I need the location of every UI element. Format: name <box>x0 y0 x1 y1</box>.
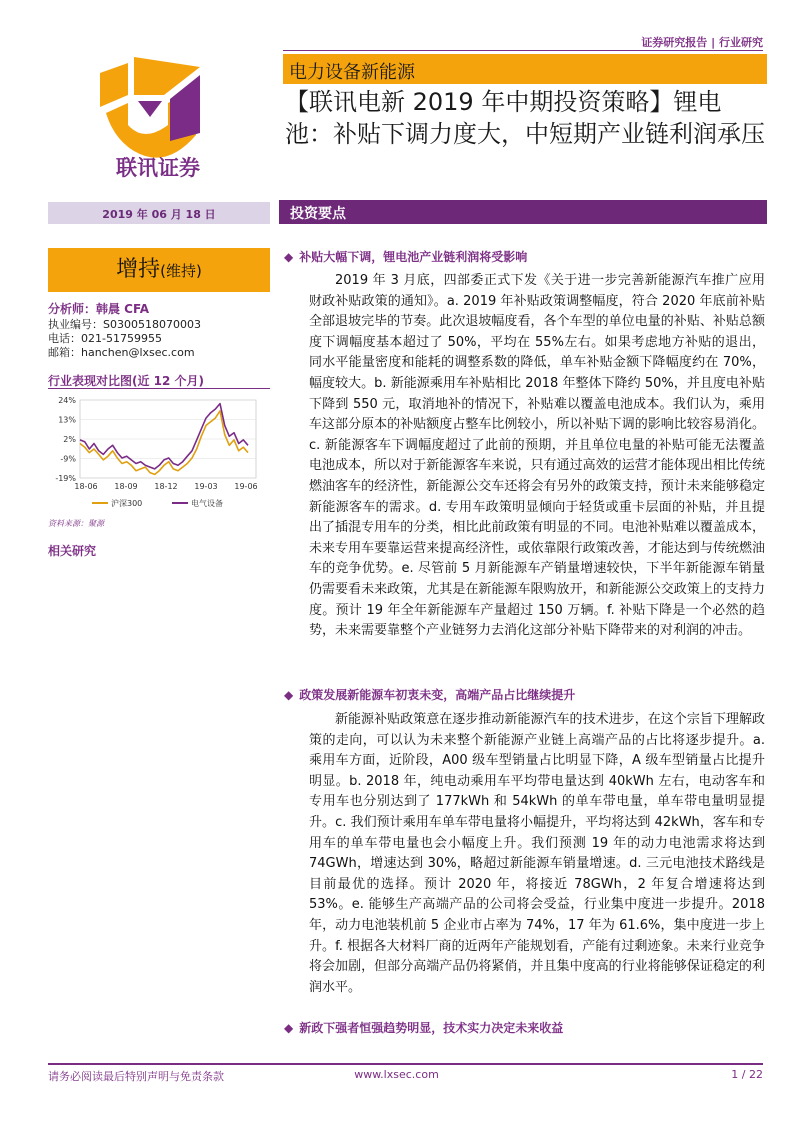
rating <box>48 252 270 283</box>
keypoints-heading: 投资要点 <box>290 206 346 222</box>
rating-value: 增持 <box>116 257 161 282</box>
phone-label: 电话： <box>48 332 81 345</box>
email-value: hanchen@lxsec.com <box>81 346 195 359</box>
disclaimer-link[interactable]: 请务必阅读最后特别声明与免责条款 <box>48 1070 224 1083</box>
section-3-heading <box>284 1019 563 1036</box>
cert-value: S0300518070003 <box>103 318 201 331</box>
sector-label: 电力设备新能源 <box>289 62 415 83</box>
rating-note: (维持) <box>160 262 202 280</box>
section-1-heading <box>284 248 527 265</box>
report-type: 证券研究报告 | 行业研究 <box>641 36 763 49</box>
y-tick-label: 2% <box>63 435 76 444</box>
legend-label: 电气设备 <box>191 499 223 508</box>
website-link[interactable]: www.lxsec.com <box>354 1068 439 1081</box>
section-1-title: 补贴大幅下调，锂电池产业链利润将受影响 <box>299 250 528 264</box>
diamond-bullet-icon: ◆ <box>284 250 294 264</box>
section-2-heading <box>284 686 575 703</box>
section-1-body <box>309 271 765 642</box>
x-tick-label: 18-12 <box>154 482 178 491</box>
x-tick-label: 18-09 <box>114 482 138 491</box>
performance-chart <box>48 392 270 514</box>
series-line <box>80 411 248 475</box>
y-tick-label: 13% <box>58 415 76 425</box>
email-label: 邮箱： <box>48 346 81 359</box>
company-logo <box>100 55 220 180</box>
x-tick-label: 19-06 <box>234 482 258 491</box>
related-research-heading: 相关研究 <box>48 544 97 558</box>
section-1-paragraph: 2019 年 3 月底，四部委正式下发《关于进一步完善新能源汽车推广应用财政补贴政策的通知》。a. 2019 年补贴政策调整幅度，符合 2020 年底前补贴全部退坡完毕的节奏。此次退坡幅度看，各个车型的单位电量的补贴、补贴总额度下调幅度基本超过了 50%，平均在 55%左右。如果考虑地方补贴的退出，同水平能量密度和能耗的调整系数的降低，单车补贴金额下降幅度约在 70%，幅度较大。b. 新能源乘用车补贴相比 2018 年整体下降约 50%，并且度电补贴下降到 550 元，取消地补的情况下，补贴难以覆盖电池成本。我们认为，乘用车这部分原本的补贴额度占整车比例较小，所以补贴下调的影响比较容易消化。c. 新能源客车下调幅度超过了此前的预期，并且单位电量的补贴可能无法覆盖电池成本，所以对于新能源客车来说，只有通过高效的运营才能体现出相比传统燃油客车的经济性，新能源公交车还将会有另外的政策支持，预计未来能够稳定新能源客车的需求。d. 专用车政策明显倾向于轻货或重卡层面的补贴，并且提出了插混专用车的分类，相比此前政策有明显的不同。电池补贴难以覆盖成本，未来专用车要靠运营来提高经济性，或依靠限行政策改善，才能达到与传统燃油车的竞争优势。e. 尽管前 5 月新能源车产销量增速较快，下半年新能源车销量仍需要看未来政策，尤其是在新能源车限购放开，和新能源公交政策上的支持力度。预计 19 年全年新能源车产量超过 150 万辆。f. 补贴下降是一个必然的趋势，未来需要靠整个产业链努力去消化这部分补贴下降带来的对利润的冲击。 <box>309 273 765 639</box>
logo-wordmark: 联讯证券 <box>116 156 200 180</box>
chart-title: 行业表现对比图(近 12 个月) <box>48 374 205 388</box>
keypoints-banner <box>279 200 767 224</box>
page-number: 1 / 22 <box>731 1068 763 1081</box>
footer-rule <box>48 1063 763 1065</box>
diamond-bullet-icon: ◆ <box>284 1021 294 1035</box>
header-rule <box>283 50 763 51</box>
y-tick-label: -9% <box>60 454 76 464</box>
y-tick-label: -19% <box>55 474 76 483</box>
section-2-paragraph: 新能源补贴政策意在逐步推动新能源汽车的技术进步，在这个宗旨下理解政策的走向，可以认为未来整个新能源产业链上高端产品的占比将逐步提升。a. 乘用车方面，近阶段，A00 级车型销量占比明显下降，A 级车型销量占比提升明显。b. 2018 年，纯电动乘用车平均带电量达到 40kWh 左右，电动客车和专用车也分别达到了 177kWh 和 54kWh 的单车带电量，单车带电量明显提升。c. 我们预计乘用车单车带电量将小幅提升，平均将达到 42kWh，客车和专用车的单车带电量也会小幅度上升。我们预测 19 年的动力电池需求将达到 74GWh，增速达到 30%，略超过新能源车销量增速。d. 三元电池技术路线是目前最优的选择。预计 2020 年，将接近 78GWh，2 年复合增速将达到 53%。e. 能够生产高端产品的公司将会受益，行业集中度进一步提升。2018 年，动力电池装机前 5 企业市占率为 74%，17 年为 61.6%，集中度进一步上升。f. 根据各大材料厂商的近两年产能规划看，产能有过剩迹象。未来行业竞争将会加剧，但部分高端产品仍将紧俏，并且集中度高的行业将能够保证稳定的利润水平。 <box>309 712 765 995</box>
report-date: 2019 年 06 月 18 日 <box>102 208 216 221</box>
phone-value: 021-51759955 <box>81 332 162 345</box>
x-tick-label: 19-03 <box>194 482 218 491</box>
legend-label: 沪深300 <box>111 499 143 508</box>
report-title: 【联讯电新 2019 年中期投资策略】锂电池：补贴下调力度大，中短期产业链利润承压 <box>285 88 765 148</box>
x-tick-label: 18-06 <box>74 482 98 491</box>
section-3-title: 新政下强者恒强趋势明显，技术实力决定未来收益 <box>299 1021 564 1035</box>
cert-label: 执业编号： <box>48 318 103 331</box>
chart-rule <box>48 388 270 389</box>
y-tick-label: 24% <box>58 396 76 405</box>
diamond-bullet-icon: ◆ <box>284 688 294 702</box>
chart-source: 资料来源：聚源 <box>48 519 104 528</box>
email <box>48 344 195 360</box>
section-2-title: 政策发展新能源车初衷未变，高端产品占比继续提升 <box>299 688 576 702</box>
section-2-body <box>309 710 765 998</box>
analyst-name: 分析师：韩晨 CFA <box>48 302 150 316</box>
